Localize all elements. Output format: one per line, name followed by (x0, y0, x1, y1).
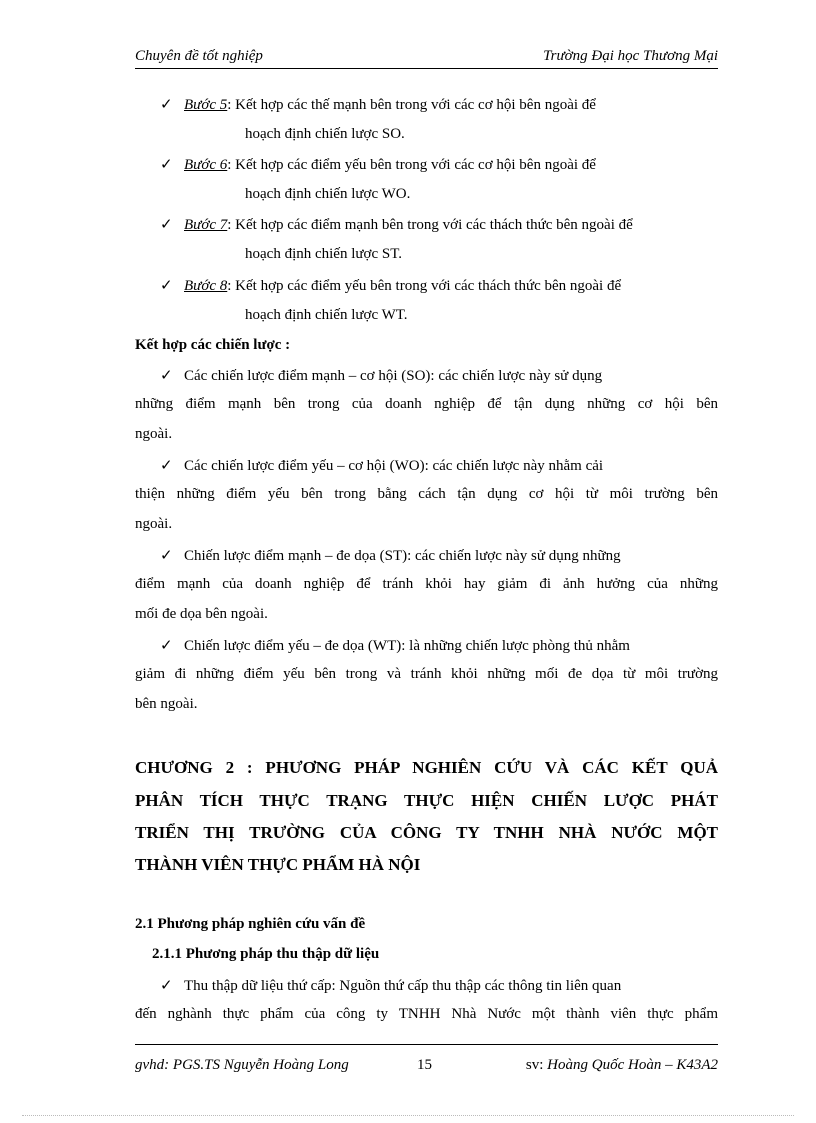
strategy-wt-line3: bên ngoài. (135, 696, 198, 712)
section-2-1-heading: 2.1 Phương pháp nghiên cứu vấn đề (135, 916, 366, 932)
step-text: : Kết hợp các thế mạnh bên trong với các cơ hội bên ngoài để (227, 97, 596, 113)
page-number: 15 (417, 1057, 432, 1073)
step-7-cont: hoạch định chiến lược ST. (245, 246, 402, 262)
header-left: Chuyên đề tốt nghiệp (135, 48, 263, 64)
footer-advisor: gvhd: PGS.TS Nguyễn Hoàng Long (135, 1057, 349, 1073)
step-text: : Kết hợp các điểm yếu bên trong với các thách thức bên ngoài để (227, 278, 622, 294)
footer-student (526, 1057, 718, 1074)
checkmark-icon: ✓ (160, 157, 173, 173)
page-bottom-divider (22, 1115, 794, 1116)
step-text: : Kết hợp các điểm yếu bên trong với các cơ hội bên ngoài để (227, 157, 596, 173)
page-header (135, 48, 718, 69)
step-6-cont: hoạch định chiến lược WO. (245, 186, 411, 202)
chapter-title-line3: TRIỂN THỊ TRƯỜNG CỦA CÔNG TY TNHH NHÀ NƯỚC MỘT (135, 823, 718, 842)
page-footer (135, 1044, 718, 1075)
combine-heading: Kết hợp các chiến lược : (135, 337, 291, 353)
chapter-title-line4: THÀNH VIÊN THỰC PHẨM HÀ NỘI (135, 855, 421, 874)
strategy-text: Chiến lược điểm mạnh – đe dọa (ST): các chiến lược này sử dụng những (184, 548, 621, 564)
strategy-text: Chiến lược điểm yếu – đe dọa (WT): là những chiến lược phòng thủ nhằm (184, 638, 630, 654)
step-8 (160, 276, 621, 295)
strategy-wt-line2: giảm đi những điểm yếu bên trong và tránh khỏi những mối đe dọa từ môi trường (135, 666, 718, 682)
strategy-so-line1 (160, 366, 602, 385)
step-7 (160, 215, 633, 234)
checkmark-icon: ✓ (160, 978, 173, 994)
checkmark-icon: ✓ (160, 217, 173, 233)
section-2-1-1-heading: 2.1.1 Phương pháp thu thập dữ liệu (152, 946, 380, 962)
step-8-cont: hoạch định chiến lược WT. (245, 307, 408, 323)
chapter-title-line1: CHƯƠNG 2 : PHƯƠNG PHÁP NGHIÊN CỨU VÀ CÁC KẾT QUẢ (135, 758, 718, 777)
step-5-cont: hoạch định chiến lược SO. (245, 126, 405, 142)
checkmark-icon: ✓ (160, 368, 173, 384)
step-label: Bước 7 (184, 217, 228, 233)
checkmark-icon: ✓ (160, 638, 173, 654)
data-collection-text: Thu thập dữ liệu thứ cấp: Nguồn thứ cấp thu thập các thông tin liên quan (184, 978, 622, 994)
chapter-title-line2: PHÂN TÍCH THỰC TRẠNG THỰC HIỆN CHIẾN LƯỢC PHÁT (135, 791, 718, 810)
strategy-wo-line1 (160, 456, 603, 475)
strategy-wo-line3: ngoài. (135, 516, 173, 532)
checkmark-icon: ✓ (160, 458, 173, 474)
data-collection-line2: đến nghành thực phẩm của công ty TNHH Nhà Nước một thành viên thực phẩm (135, 1006, 718, 1022)
strategy-text: Các chiến lược điểm mạnh – cơ hội (SO): các chiến lược này sử dụng (184, 368, 603, 384)
strategy-wt-line1 (160, 636, 630, 655)
step-label: Bước 8 (184, 278, 228, 294)
checkmark-icon: ✓ (160, 278, 173, 294)
step-label: Bước 6 (184, 157, 228, 173)
strategy-so-line2: những điểm mạnh bên trong của doanh nghiệp để tận dụng những cơ hội bên (135, 396, 718, 412)
footer-student-name: Hoàng Quốc Hoàn – K43A2 (547, 1057, 718, 1073)
checkmark-icon: ✓ (160, 97, 173, 113)
strategy-wo-line2: thiện những điểm yếu bên trong bằng cách tận dụng cơ hội từ môi trường bên (135, 486, 718, 502)
header-right: Trường Đại học Thương Mại (543, 48, 718, 64)
checkmark-icon: ✓ (160, 548, 173, 564)
step-5 (160, 95, 596, 114)
strategy-st-line1 (160, 546, 621, 565)
step-text: : Kết hợp các điểm mạnh bên trong với các thách thức bên ngoài để (227, 217, 633, 233)
strategy-so-line3: ngoài. (135, 426, 173, 442)
strategy-st-line2: điểm mạnh của doanh nghiệp để tránh khỏi hay giảm đi ảnh hưởng của những (135, 576, 718, 592)
step-6 (160, 155, 596, 174)
step-label: Bước 5 (184, 97, 228, 113)
strategy-text: Các chiến lược điểm yếu – cơ hội (WO): các chiến lược này nhằm cải (184, 458, 604, 474)
footer-student-prefix: sv: (525, 1057, 544, 1073)
strategy-st-line3: mối đe dọa bên ngoài. (135, 606, 268, 622)
data-collection-line1 (160, 976, 621, 995)
